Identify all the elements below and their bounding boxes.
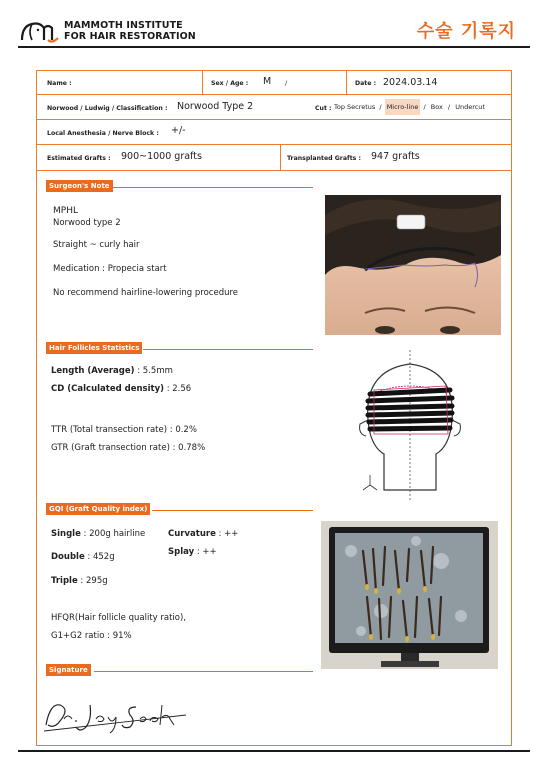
ttr-value: : 0.2% bbox=[167, 425, 197, 435]
signature-line bbox=[94, 671, 313, 672]
signature-image bbox=[40, 695, 190, 735]
cd-label: CD (Calculated density) bbox=[51, 384, 164, 394]
double-value: : 452g bbox=[84, 552, 115, 562]
row-grafts bbox=[37, 145, 511, 171]
length-value: : 5.5mm bbox=[134, 366, 173, 376]
curvature-row bbox=[168, 529, 238, 539]
date-value: 2024.03.14 bbox=[383, 77, 438, 88]
note-line-5: No recommend hairline-lowering procedure bbox=[53, 288, 239, 298]
anesthesia-label: Local Anesthesia / Nerve Block : bbox=[47, 130, 159, 137]
length-label: Length (Average) bbox=[51, 366, 135, 376]
curvature-value: : ++ bbox=[215, 529, 239, 539]
follicle-stats-tag: Hair Follicles Statistics bbox=[46, 342, 142, 354]
sex-value: M bbox=[263, 76, 272, 87]
triple-value: : 295g bbox=[77, 576, 108, 586]
hfqr-value: : 91% bbox=[104, 631, 132, 641]
row-classification-cut bbox=[37, 95, 511, 120]
name-cell[interactable] bbox=[37, 71, 203, 94]
transplanted-grafts-value: 947 grafts bbox=[371, 151, 420, 162]
gqi-line bbox=[152, 510, 313, 511]
cut-option-box[interactable]: Box bbox=[430, 103, 443, 111]
anesthesia-value[interactable]: +/- bbox=[171, 125, 186, 136]
length-row bbox=[51, 366, 173, 376]
estimated-grafts-value: 900~1000 grafts bbox=[121, 151, 202, 162]
sex-age-cell[interactable] bbox=[203, 71, 347, 94]
single-row bbox=[51, 529, 145, 539]
hfqr-row bbox=[51, 631, 132, 641]
cut-label: Cut : bbox=[315, 105, 332, 112]
row-name-sex-date bbox=[37, 71, 511, 95]
brand-line-2: FOR HAIR RESTORATION bbox=[64, 31, 196, 42]
surgeon-note-tag: Surgeon's Note bbox=[46, 180, 113, 192]
splay-label: Splay bbox=[168, 547, 195, 557]
gtr-value: : 0.78% bbox=[169, 443, 206, 453]
gtr-label: GTR (Graft transection rate) bbox=[51, 443, 170, 453]
surgeon-note-line bbox=[113, 187, 313, 188]
sex-age-label: Sex / Age : bbox=[211, 80, 249, 87]
donor-area-diagram bbox=[350, 350, 470, 500]
estimated-grafts-cell[interactable] bbox=[37, 145, 281, 170]
row-anesthesia bbox=[37, 120, 511, 145]
cut-separator: / bbox=[447, 103, 451, 111]
cut-option-top-secretus[interactable]: Top Secretus bbox=[334, 103, 376, 111]
hfqr-line: HFQR(Hair follicle quality ratio), bbox=[51, 613, 186, 623]
cd-row bbox=[51, 384, 191, 394]
double-label: Double bbox=[51, 552, 85, 562]
ttr-label: TTR (Total transection rate) bbox=[51, 425, 168, 435]
triple-label: Triple bbox=[51, 576, 78, 586]
splay-row bbox=[168, 547, 217, 557]
cut-separator: / bbox=[379, 103, 382, 111]
date-cell[interactable] bbox=[347, 71, 513, 94]
gtr-row bbox=[51, 443, 205, 453]
transplanted-grafts-label: Transplanted Grafts : bbox=[287, 155, 361, 162]
cut-option-undercut[interactable]: Undercut bbox=[455, 103, 485, 111]
follicle-stats-line bbox=[143, 349, 313, 350]
note-line-4: Medication : Propecia start bbox=[53, 264, 167, 274]
note-line-3: Straight ~ curly hair bbox=[53, 240, 140, 250]
brand-line-1: MAMMOTH INSTITUTE bbox=[64, 20, 183, 31]
double-row bbox=[51, 552, 115, 562]
bottom-divider bbox=[18, 750, 530, 752]
note-line-2: Norwood type 2 bbox=[53, 218, 121, 228]
gqi-tag: GQI (Graft Quality index) bbox=[46, 503, 150, 515]
note-line-1: MPHL bbox=[53, 206, 78, 216]
ttr-row bbox=[51, 425, 197, 435]
hfqr-label: G1+G2 ratio bbox=[51, 631, 105, 641]
document-title: 수술 기록지 bbox=[416, 21, 516, 42]
cd-value: : 2.56 bbox=[164, 384, 192, 394]
mammoth-logo-icon bbox=[18, 18, 60, 44]
classification-label: Norwood / Ludwig / Classification : bbox=[47, 105, 168, 112]
curvature-label: Curvature bbox=[168, 529, 216, 539]
cut-separator: / bbox=[423, 103, 426, 111]
cut-option-micro-line-selected[interactable]: Micro-line bbox=[385, 99, 421, 115]
institute-name bbox=[64, 20, 196, 42]
single-value: : 200g hairline bbox=[80, 529, 146, 539]
hairline-photo bbox=[325, 195, 501, 335]
estimated-grafts-label: Estimated Grafts : bbox=[47, 155, 111, 162]
splay-value: : ++ bbox=[194, 547, 217, 557]
transplanted-grafts-cell[interactable] bbox=[281, 145, 513, 170]
single-label: Single bbox=[51, 529, 81, 539]
top-divider bbox=[18, 46, 530, 48]
microscope-monitor-photo bbox=[321, 521, 498, 669]
triple-row bbox=[51, 576, 108, 586]
name-label: Name : bbox=[47, 80, 72, 87]
date-label: Date : bbox=[355, 80, 377, 87]
classification-value[interactable]: Norwood Type 2 bbox=[177, 101, 254, 112]
cut-options bbox=[333, 99, 487, 115]
signature-tag: Signature bbox=[46, 664, 91, 676]
age-separator: / bbox=[285, 79, 288, 87]
document-header bbox=[18, 14, 530, 48]
